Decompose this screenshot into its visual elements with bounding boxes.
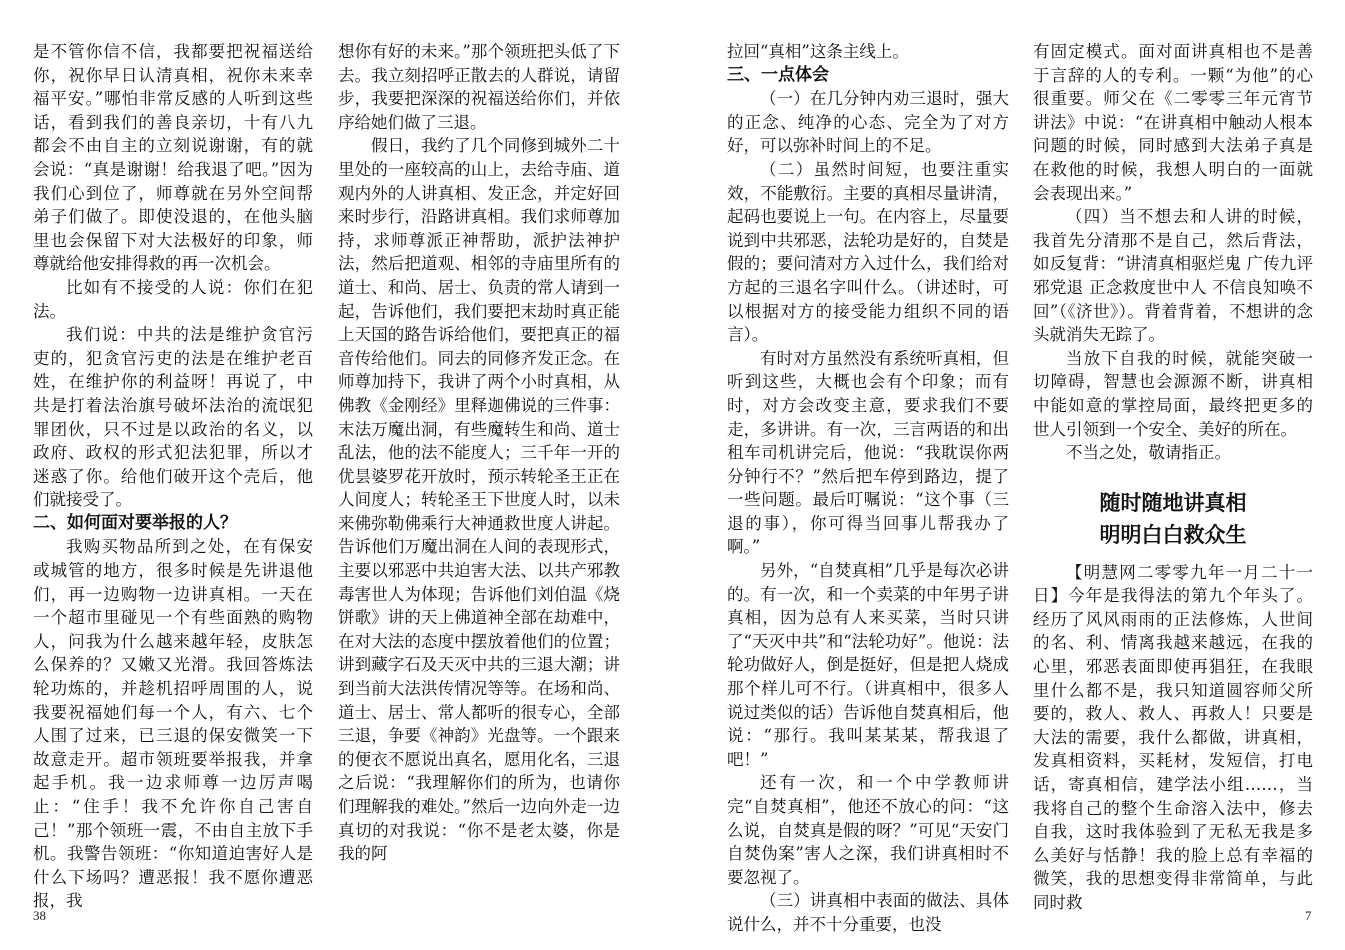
paragraph: 有时对方虽然没有系统听真相，但听到这些，大概也会有个印象；而有时，对方会改变主意，要求我们不要走，多讲讲。有一次，三言两语的和出租车司机讲完后，他说：“我耽误你两分钟行不？”然后把车停到路边，提了一些问题。最后叮嘱说：“这个事（三退的事），你可得当回事儿帮我办了啊。” <box>727 348 1009 557</box>
paragraph: 还有一次，和一个中学教师讲完“自焚真相”，他还不放心的问：“这么说，自焚真是假的呀？”可见“天安门自焚伪案”害人之深，我们讲真相时不要忽视了。 <box>727 773 1009 887</box>
paragraph: （三）讲真相中表面的做法、具体说什么，并不十分重要，也没 <box>727 891 1009 934</box>
paragraph: 不当之处，敬请指正。 <box>1066 443 1231 463</box>
left-page-column-1 <box>33 40 313 911</box>
paragraph: 我购买物品所到之处，在有保安或城管的地方，很多时候是先讲退他们，再一边购物一边讲真相。一天在一个超市里碰见一个有些面熟的购物人，问我为什么越来越年轻，皮肤怎么保养的？又嫩又光滑。我回答炼法轮功炼的，并趁机招呼周围的人，说我要祝福她们每一个人，有六、七个人围了过来，已三退的保安微笑一下故意走开。超市领班要举报我，并拿起手机。我一边求师尊一边厉声喝止：“住手！我不允许你自己害自己！”那个领班一震，不由自主放下手机。我警告领班：“你知道迫害好人是什么下场吗？遭恶报！我不愿你遭恶报，我 <box>33 537 313 911</box>
right-page-number: 7 <box>1305 908 1312 923</box>
section-heading: 二、如何面对要举报的人？ <box>33 512 237 533</box>
paragraph: 想你有好的未来。”那个领班把头低了下去。我立刻招呼正散去的人群说，请留步，我要把深深的祝福送给你们，并依序给她们做了三退。 <box>338 42 620 132</box>
right-page-column-2 <box>1033 40 1313 912</box>
paragraph: 比如有不接受的人说：你们在犯法。 <box>33 277 313 321</box>
paragraph: 是不管你信不信，我都要把祝福送给你，祝你早日认清真相，祝你未来幸福平安。”哪怕非常反感的人听到这些话，看到我们的善良亲切，十有八九都会不由自主的立刻说谢谢，有的就会说：“真是谢谢！给我退了吧。”因为我们心到位了，师尊就在另外空间帮弟子们做了。即使没退的，在他头脑里也会保留下对大法极好的印象，师尊就给他安排得救的再一次机会。 <box>33 42 313 274</box>
paragraph: （一）在几分钟内劝三退时，强大的正念、纯净的心态、完全为了对方好，可以弥补时间上的不足。 <box>727 89 1009 156</box>
paragraph: 【明慧网二零零九年一月二十一日】今年是我得法的第九个年头了。经历了风风雨雨的正法修炼，人世间的名、利、情离我越来越远，在我的心里，邪恶表面即使再猖狂，在我眼里什么都不是，我只知道圆容师父所要的，救人、救人、再救人！只要是大法的需要，我什么都做，讲真相，发真相资料，买耗材，发短信，打电话，寄真相信，建学法小组……，当我将自己的整个生命溶入法中，修去自我，这时我体验到了无私无我是多么美好与恬静！我的脸上总有幸福的微笑，我的思想变得非常简单，与此同时救 <box>1033 562 1313 912</box>
article-title-line: 明明白白救众生 <box>1099 522 1247 547</box>
section-heading: 三、一点体会 <box>727 64 829 85</box>
article-title-line: 随时随地讲真相 <box>1099 490 1247 515</box>
paragraph: （二）虽然时间短，也要注重实效，不能敷衍。主要的真相尽量讲清，起码也要说上一句。在内容上，尽量要说到中共邪恶，法轮功是好的，自焚是假的；要问清对方入过什么，我们给对方起的三退名字叫什么。（讲述时，可以根据对方的接受能力组织不同的语言）。 <box>727 159 1009 345</box>
left-page-column-2 <box>338 40 620 900</box>
left-page-number: 38 <box>33 908 46 923</box>
paragraph: 假日，我约了几个同修到城外二十里处的一座较高的山上，去给寺庙、道观内外的人讲真相、发正念，并定好回来时步行，沿路讲真相。我们求师尊加持，求师尊派正神帮助，派护法神护法，然后把道观、相邻的寺庙里所有的道士、和尚、居士、负责的常人请到一起，告诉他们，我们要把末劫时真正能上天国的路告诉给他们，要把真正的福音传给他们。同去的同修齐发正念。在师尊加持下，我讲了两个小时真相，从佛教《金刚经》里释迦佛说的三件事：末法万魔出洞，有些魔转生和尚、道士乱法，他的法不能度人；三千年一开的优昙婆罗花开放时，预示转轮圣王正在人间度人；转轮圣王下世度人时，以未来佛弥勒佛乘行大神通救世度人讲起。告诉他们万魔出洞在人间的表现形式，主要以邪恶中共迫害大法、以共产邪教毒害世人为体现；告诉他们刘伯温《烧饼歌》讲的天上佛道神全部在劫难中，在对大法的态度中摆放着他们的位置；讲到藏字石及天灭中共的三退大潮；讲到当前大法洪传情况等等。在场和尚、道士、居士、常人都听的很专心，全部三退，争要《神韵》光盘等。一个跟来的便衣不愿说出真名，愿用化名，三退之后说：“我理解你们的所为，也请你们理解我的难处。”然后一边向外走一边真切的对我说：“你不是老太婆，你是我的阿 <box>338 136 620 864</box>
article-title <box>1033 487 1313 551</box>
paragraph: 当放下自我的时候，就能突破一切障碍，智慧也会源源不断，讲真相中能如意的掌控局面，最终把更多的世人引领到一个安全、美好的所在。 <box>1033 348 1313 439</box>
paragraph: （四）当不想去和人讲的时候，我首先分清那不是自己，然后背法，如反复背：“讲清真相驱烂鬼 广传九评邪党退 正念救度世中人 不信良知唤不回”（《济世》）。背着背着，不想讲的念头就消失无踪了。 <box>1033 207 1313 345</box>
paragraph: 有固定模式。面对面讲真相也不是善于言辞的人的专利。一颗“为他”的心很重要。师父在《二零零三年元宵节讲法》中说：“在讲真相中触动人根本问题的时候，同时感到大法弟子真是在救他的时候，我想人明白的一面就会表现出来。” <box>1033 42 1313 203</box>
paragraph: 拉回“真相”这条主线上。 <box>727 42 909 61</box>
paragraph: 我们说：中共的法是维护贪官污吏的，犯贪官污吏的法是在维护老百姓，在维护你的利益呀！再说了，中共是打着法治旗号破坏法治的流氓犯罪团伙，只不过是以政治的名义，以政府、政权的形式犯法犯罪，所以才迷惑了你。给他们破开这个壳后，他们就接受了。 <box>33 325 313 510</box>
right-page-column-1 <box>727 40 1009 934</box>
paragraph: 另外，“自焚真相”几乎是每次必讲的。有一次，和一个卖菜的中年男子讲真相，因为总有人来买菜，当时只讲了“天灭中共”和“法轮功好”。他说：法轮功做好人，倒是挺好，但是把人烧成那个样儿可不行。（讲真相中，很多人说过类似的话）告诉他自焚真相后，他说：“那行。我叫某某某，帮我退了吧！” <box>727 561 1009 769</box>
